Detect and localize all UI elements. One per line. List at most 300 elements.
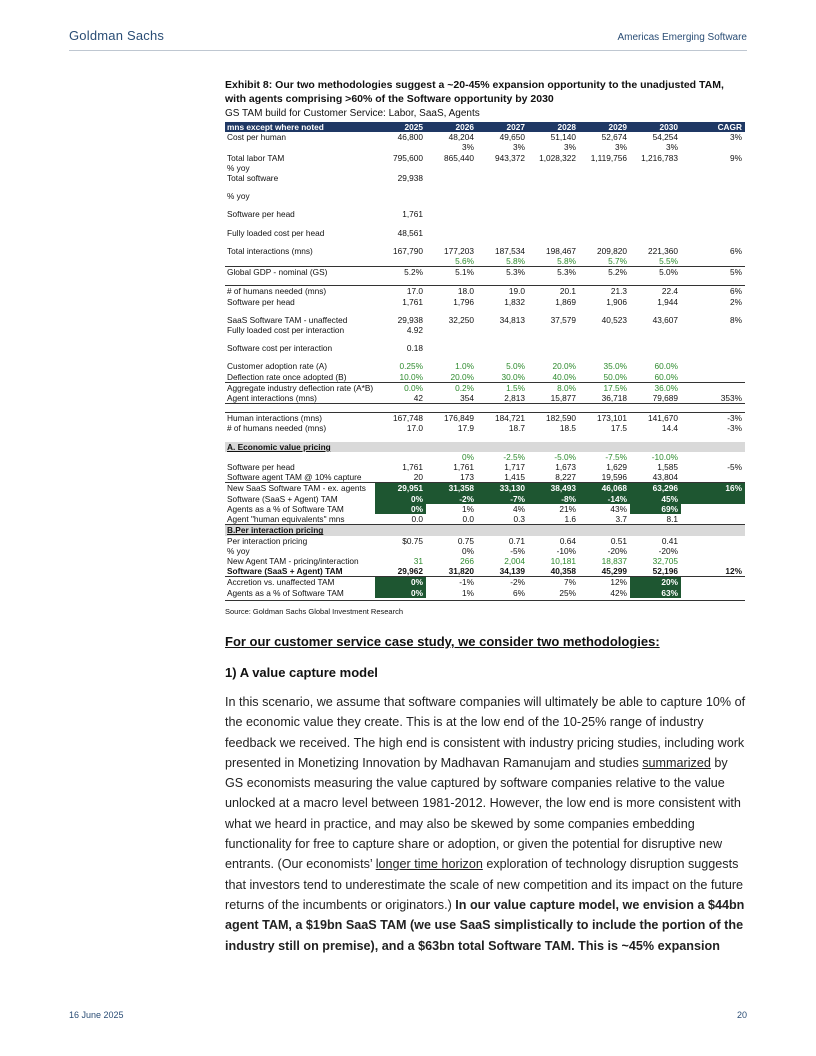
table-cell: 353% bbox=[681, 393, 745, 404]
table-cell: 5.5% bbox=[659, 256, 678, 267]
table-cell bbox=[477, 163, 528, 173]
table-cell bbox=[528, 220, 579, 228]
table-cell: 5.2% bbox=[375, 267, 426, 278]
table-cell bbox=[681, 452, 745, 462]
table-cell bbox=[681, 142, 745, 152]
table-cell: 1% bbox=[462, 503, 474, 514]
table-cell: 63% bbox=[630, 588, 681, 598]
page-number: 20 bbox=[736, 1010, 747, 1020]
row-label: A. Economic value pricing bbox=[225, 442, 375, 452]
table-cell bbox=[375, 183, 426, 191]
table-cell: 10.0% bbox=[399, 371, 423, 382]
table-cell: -3% bbox=[727, 423, 742, 434]
table-cell: 35.0% bbox=[603, 361, 627, 372]
table-cell: 45% bbox=[630, 494, 681, 504]
row-label bbox=[225, 277, 375, 286]
table-cell: 0.2% bbox=[426, 382, 477, 393]
table-cell: 5.0% bbox=[630, 267, 681, 278]
table-cell: 795,600 bbox=[393, 152, 423, 163]
table-cell: 18.7 bbox=[508, 423, 525, 434]
table-cell: 52,674 bbox=[601, 132, 627, 143]
table-cell bbox=[630, 163, 681, 173]
table-cell bbox=[579, 191, 630, 201]
table-cell bbox=[630, 220, 681, 228]
table-cell bbox=[528, 163, 579, 173]
table-cell bbox=[579, 353, 630, 361]
row-label: Fully loaded cost per interaction bbox=[227, 325, 345, 336]
table-cell: 20.0% bbox=[450, 371, 474, 382]
table-cell bbox=[477, 404, 528, 413]
table-cell bbox=[579, 525, 630, 536]
table-cell bbox=[579, 228, 630, 238]
table-row bbox=[225, 256, 745, 267]
paragraph-bold-text: In our value capture model, we envision a $44bn agent TAM, a $19bn SaaS TAM (we use SaaS simplistically to include the portion of the industry still on premise), and a $63bn total Software TAM. This is ~45% expansion bbox=[225, 897, 745, 953]
table-cell: 45,299 bbox=[601, 566, 627, 577]
table-cell bbox=[528, 228, 579, 238]
table-cell bbox=[375, 191, 426, 201]
table-cell: 5.3% bbox=[477, 267, 528, 278]
row-label: Cost per human bbox=[227, 132, 287, 143]
brand-name: Goldman Sachs bbox=[69, 28, 165, 43]
table-cell bbox=[426, 325, 477, 335]
table-cell bbox=[426, 201, 477, 209]
table-row bbox=[225, 286, 745, 297]
table-cell bbox=[477, 183, 528, 191]
table-cell bbox=[375, 256, 426, 267]
table-cell: 32,705 bbox=[652, 555, 678, 566]
table-cell: 20.1 bbox=[559, 286, 576, 297]
table-cell bbox=[528, 191, 579, 201]
table-cell bbox=[681, 238, 745, 246]
row-label: Agent "human equivalents" mns bbox=[227, 514, 345, 525]
table-cell bbox=[375, 452, 426, 462]
table-cell: -20% bbox=[658, 545, 678, 556]
row-label bbox=[225, 353, 375, 361]
table-cell: 36,718 bbox=[579, 393, 630, 404]
table-cell bbox=[528, 404, 579, 413]
table-cell: 4% bbox=[513, 503, 525, 514]
table-cell: 40,523 bbox=[601, 314, 627, 325]
table-cell: 2,813 bbox=[477, 393, 528, 404]
table-row bbox=[225, 142, 745, 152]
table-cell bbox=[681, 343, 745, 353]
table-row bbox=[225, 434, 745, 442]
table-cell: 21% bbox=[559, 503, 576, 514]
table-cell bbox=[681, 434, 745, 442]
paragraph bbox=[225, 692, 747, 956]
row-label bbox=[225, 220, 375, 228]
table-cell: -7% bbox=[477, 494, 528, 504]
table-cell: 42 bbox=[375, 393, 426, 404]
source-divider bbox=[225, 600, 745, 601]
table-cell bbox=[426, 173, 477, 183]
table-cell: 0.0% bbox=[375, 382, 426, 393]
table-cell bbox=[477, 209, 528, 219]
table-cell bbox=[630, 201, 681, 209]
table-cell: 2% bbox=[730, 296, 742, 307]
table-cell: 48,204 bbox=[448, 132, 474, 143]
table-row bbox=[225, 566, 745, 577]
table-row bbox=[225, 361, 745, 371]
row-label: Human interactions (mns) bbox=[225, 413, 375, 424]
table-row bbox=[225, 423, 745, 433]
table-row bbox=[225, 307, 745, 315]
row-label: # of humans needed (mns) bbox=[227, 423, 327, 434]
table-cell bbox=[426, 277, 477, 286]
table-cell bbox=[681, 494, 745, 504]
table-cell: 48,561 bbox=[397, 227, 423, 238]
table-cell bbox=[681, 472, 745, 483]
table-row bbox=[225, 525, 745, 536]
table-cell: 221,360 bbox=[648, 245, 678, 256]
table-row bbox=[225, 504, 745, 514]
table-cell: 25% bbox=[559, 587, 576, 598]
table-cell: 0% bbox=[375, 494, 426, 504]
paragraph-text: exploration of technology disruption suggests that investors tend to underestimate the scale of new competition and its impact on the future returns of the incumbents or originators.) bbox=[225, 857, 744, 912]
table-row bbox=[225, 153, 745, 163]
table-cell bbox=[681, 335, 745, 343]
table-cell bbox=[477, 228, 528, 238]
table-cell bbox=[375, 335, 426, 343]
exhibit bbox=[225, 78, 745, 616]
table-cell bbox=[477, 434, 528, 442]
table-row bbox=[225, 132, 745, 142]
table-cell bbox=[681, 307, 745, 315]
row-label: % yoy bbox=[227, 545, 250, 556]
table-cell: 1,629 bbox=[606, 462, 627, 473]
table-cell bbox=[426, 183, 477, 191]
table-cell: 15,877 bbox=[528, 393, 579, 404]
table-cell bbox=[426, 525, 477, 536]
table-cell: 167,790 bbox=[393, 245, 423, 256]
table-cell: 7% bbox=[528, 577, 579, 588]
table-cell bbox=[579, 183, 630, 191]
table-row bbox=[225, 483, 745, 494]
table-cell: -2.5% bbox=[503, 451, 525, 462]
table-cell: 12% bbox=[725, 566, 742, 577]
table-row bbox=[225, 588, 745, 598]
table-cell bbox=[477, 325, 528, 335]
column-header: 2029 bbox=[579, 122, 630, 132]
table-cell bbox=[579, 209, 630, 219]
table-cell bbox=[630, 307, 681, 315]
table-cell: 1,415 bbox=[504, 472, 525, 483]
table-row bbox=[225, 353, 745, 361]
table-cell bbox=[579, 442, 630, 452]
table-cell: 5.8% bbox=[557, 256, 576, 267]
table-cell: 43,607 bbox=[652, 314, 678, 325]
table-cell: 8.1 bbox=[666, 514, 678, 525]
table-cell: 8.0% bbox=[528, 382, 579, 393]
table-cell bbox=[630, 335, 681, 343]
table-cell: 3% bbox=[666, 142, 678, 153]
table-cell bbox=[426, 404, 477, 413]
row-label: Total interactions (mns) bbox=[227, 245, 313, 256]
table-row bbox=[225, 335, 745, 343]
table-row bbox=[225, 277, 745, 286]
table-cell bbox=[630, 191, 681, 201]
table-cell: 79,689 bbox=[630, 393, 681, 404]
table-cell: 1,796 bbox=[453, 296, 474, 307]
table-row bbox=[225, 191, 745, 201]
table-cell: -14% bbox=[579, 494, 630, 504]
table-row bbox=[225, 404, 745, 413]
source-note: Source: Goldman Sachs Global Investment Research bbox=[225, 606, 404, 616]
table-cell bbox=[375, 277, 426, 286]
table-cell: 1,869 bbox=[555, 296, 576, 307]
table-cell bbox=[681, 220, 745, 228]
table-cell bbox=[681, 183, 745, 191]
table-cell bbox=[681, 209, 745, 219]
column-header: mns except where noted bbox=[225, 122, 375, 132]
table-cell: 33,130 bbox=[477, 483, 528, 494]
table-cell: 37,579 bbox=[550, 314, 576, 325]
table-cell: 31 bbox=[413, 555, 423, 566]
table-row bbox=[225, 462, 745, 472]
table-cell bbox=[579, 343, 630, 353]
table-cell: 1% bbox=[462, 587, 474, 598]
table-cell bbox=[426, 209, 477, 219]
table-cell: 0.18 bbox=[406, 343, 423, 354]
table-cell bbox=[375, 307, 426, 315]
table-cell: 12% bbox=[579, 577, 630, 588]
row-label: Total labor TAM bbox=[227, 152, 285, 163]
table-cell bbox=[681, 191, 745, 201]
row-label bbox=[225, 183, 375, 191]
table-cell: 40.0% bbox=[552, 371, 576, 382]
table-cell: 29,962 bbox=[397, 566, 423, 577]
table-cell bbox=[681, 173, 745, 183]
table-cell: 1,944 bbox=[657, 296, 678, 307]
row-label: Deflection rate once adopted (B) bbox=[227, 371, 347, 382]
table-cell: 3% bbox=[564, 142, 576, 153]
table-cell: 19,596 bbox=[601, 472, 627, 483]
table-cell: 34,813 bbox=[499, 314, 525, 325]
table-cell: 6% bbox=[730, 286, 742, 297]
table-row bbox=[225, 173, 745, 183]
table-cell: 1.5% bbox=[477, 382, 528, 393]
table-cell: 266 bbox=[460, 555, 474, 566]
table-cell bbox=[528, 525, 579, 536]
table-cell: 0.64 bbox=[559, 535, 576, 546]
table-cell: 1,673 bbox=[555, 462, 576, 473]
row-label bbox=[225, 201, 375, 209]
table-cell: 22.4 bbox=[661, 286, 678, 297]
table-cell bbox=[375, 525, 426, 536]
table-row bbox=[225, 297, 745, 307]
table-cell bbox=[579, 277, 630, 286]
table-cell bbox=[630, 183, 681, 191]
table-row bbox=[225, 442, 745, 452]
table-row bbox=[225, 393, 745, 404]
table-cell: 31,820 bbox=[448, 566, 474, 577]
paragraph-text: by GS economists measuring the value captured by software companies relative to the value unlocked at a macro level between 1981-2012. However, the low end is more consistent with what we heard in practice, and may also be skewed by some companies embedding functionality for free to capture share or adoption, or given the potential for disruptive new entrants. (Our economists’ bbox=[225, 755, 741, 872]
table-cell: 52,196 bbox=[652, 566, 678, 577]
table-cell bbox=[375, 201, 426, 209]
table-cell bbox=[630, 325, 681, 335]
row-label: % yoy bbox=[227, 191, 250, 202]
table-cell: 0.0 bbox=[411, 514, 423, 525]
table-row bbox=[225, 556, 745, 566]
tam-table bbox=[225, 122, 745, 598]
table-cell bbox=[630, 434, 681, 442]
table-cell: 1,717 bbox=[504, 462, 525, 473]
exhibit-subtitle: GS TAM build for Customer Service: Labor, SaaS, Agents bbox=[225, 108, 480, 119]
row-label bbox=[225, 142, 375, 152]
table-cell: 60.0% bbox=[654, 371, 678, 382]
table-cell: 182,590 bbox=[528, 413, 579, 424]
table-cell bbox=[681, 404, 745, 413]
table-cell: -8% bbox=[528, 494, 579, 504]
exhibit-title: Exhibit 8: Our two methodologies suggest a ~20-45% expansion opportunity to the unadjusted TAM, with agents comprising >60% of the Software opportunity by 2030 bbox=[225, 79, 724, 105]
table-cell: 63,296 bbox=[630, 483, 681, 494]
table-cell bbox=[681, 325, 745, 335]
table-row bbox=[225, 163, 745, 173]
table-cell: 0.71 bbox=[508, 535, 525, 546]
table-cell bbox=[681, 442, 745, 452]
table-cell: 51,140 bbox=[550, 132, 576, 143]
row-label: Agents as a % of Software TAM bbox=[227, 587, 344, 598]
table-cell bbox=[528, 442, 579, 452]
table-cell bbox=[681, 256, 745, 267]
table-cell bbox=[375, 353, 426, 361]
table-cell: 0.75 bbox=[457, 535, 474, 546]
row-label: Agents as a % of Software TAM bbox=[227, 503, 344, 514]
table-row bbox=[225, 325, 745, 335]
table-cell: 0% bbox=[462, 545, 474, 556]
table-row bbox=[225, 267, 745, 278]
table-cell bbox=[681, 588, 745, 598]
table-row bbox=[225, 472, 745, 483]
table-cell: 1,119,756 bbox=[590, 152, 627, 163]
row-label: Per interaction pricing bbox=[227, 535, 308, 546]
table-cell: 943,372 bbox=[495, 152, 525, 163]
table-cell: 5.0% bbox=[506, 361, 525, 372]
table-cell: 36.0% bbox=[630, 382, 681, 393]
table-cell bbox=[375, 238, 426, 246]
table-cell bbox=[426, 191, 477, 201]
table-cell: 0.3 bbox=[513, 514, 525, 525]
table-cell bbox=[426, 220, 477, 228]
table-cell bbox=[477, 173, 528, 183]
table-cell bbox=[375, 434, 426, 442]
table-cell bbox=[477, 307, 528, 315]
report-title: Americas Emerging Software bbox=[617, 32, 747, 43]
table-cell: 5.1% bbox=[426, 267, 477, 278]
table-cell bbox=[579, 163, 630, 173]
table-cell: 0.0 bbox=[462, 514, 474, 525]
table-cell bbox=[528, 434, 579, 442]
table-cell: 198,467 bbox=[546, 245, 576, 256]
table-cell: 187,534 bbox=[495, 245, 525, 256]
table-cell bbox=[579, 201, 630, 209]
table-cell bbox=[375, 404, 426, 413]
table-header bbox=[225, 122, 745, 132]
table-cell: 1,832 bbox=[504, 296, 525, 307]
table-cell bbox=[681, 504, 745, 514]
table-cell bbox=[528, 277, 579, 286]
table-cell: -20% bbox=[607, 545, 627, 556]
table-cell bbox=[375, 163, 426, 173]
table-cell bbox=[375, 220, 426, 228]
table-cell: -2% bbox=[426, 494, 477, 504]
body-text bbox=[225, 634, 747, 956]
summarized-link[interactable]: summarized bbox=[642, 755, 711, 770]
row-label: Software per head bbox=[227, 296, 295, 307]
table-cell: 3% bbox=[462, 142, 474, 153]
row-label: Software (SaaS + Agent) TAM bbox=[227, 566, 343, 577]
table-cell: 173 bbox=[460, 472, 474, 483]
table-cell bbox=[630, 238, 681, 246]
table-cell: 3% bbox=[615, 142, 627, 153]
table-cell bbox=[426, 343, 477, 353]
row-label: New Agent TAM - pricing/interaction bbox=[227, 555, 359, 566]
table-cell bbox=[579, 434, 630, 442]
table-cell bbox=[477, 277, 528, 286]
longer-time-horizon-link[interactable]: longer time horizon bbox=[375, 857, 483, 872]
table-row bbox=[225, 577, 745, 588]
table-cell bbox=[579, 238, 630, 246]
row-label: # of humans needed (mns) bbox=[227, 286, 327, 297]
row-label bbox=[225, 335, 375, 343]
table-row bbox=[225, 201, 745, 209]
table-cell bbox=[426, 307, 477, 315]
table-cell bbox=[630, 228, 681, 238]
table-cell: 354 bbox=[426, 393, 477, 404]
table-cell: 42% bbox=[610, 587, 627, 598]
table-row bbox=[225, 238, 745, 246]
table-row bbox=[225, 372, 745, 383]
table-cell bbox=[528, 335, 579, 343]
table-cell: 16% bbox=[681, 483, 745, 494]
table-cell: 1,761 bbox=[453, 462, 474, 473]
table-cell: 3% bbox=[730, 132, 742, 143]
table-cell bbox=[477, 191, 528, 201]
table-cell: 5.8% bbox=[506, 256, 525, 267]
row-label: Software (SaaS + Agent) TAM bbox=[227, 493, 338, 504]
table-cell: 18.5 bbox=[559, 423, 576, 434]
table-cell: 17.9 bbox=[457, 423, 474, 434]
table-cell bbox=[681, 577, 745, 588]
table-cell: 141,670 bbox=[630, 413, 681, 424]
header-divider bbox=[69, 50, 747, 51]
table-cell bbox=[528, 307, 579, 315]
row-label: Accretion vs. unaffected TAM bbox=[225, 577, 375, 588]
table-cell: 5.3% bbox=[528, 267, 579, 278]
table-cell bbox=[579, 173, 630, 183]
row-label: SaaS Software TAM - unaffected bbox=[227, 314, 348, 325]
table-cell bbox=[426, 442, 477, 452]
table-cell: $0.75 bbox=[402, 535, 423, 546]
table-cell bbox=[630, 173, 681, 183]
row-label: B.Per interaction pricing bbox=[225, 525, 375, 536]
table-cell: 1.0% bbox=[455, 361, 474, 372]
table-cell: 20 bbox=[413, 472, 423, 483]
row-label: % yoy bbox=[227, 162, 250, 173]
table-cell bbox=[375, 142, 426, 152]
table-cell: 17.5% bbox=[579, 382, 630, 393]
table-row bbox=[225, 494, 745, 504]
table-cell: 21.3 bbox=[610, 286, 627, 297]
table-cell bbox=[477, 220, 528, 228]
footer-date: 16 June 2025 bbox=[69, 1010, 124, 1020]
table-cell bbox=[426, 335, 477, 343]
table-cell: 5.2% bbox=[579, 267, 630, 278]
table-cell: 29,938 bbox=[397, 173, 423, 184]
table-cell: -3% bbox=[681, 413, 745, 424]
table-cell: 30.0% bbox=[501, 371, 525, 382]
table-cell: 1,028,322 bbox=[539, 152, 576, 163]
